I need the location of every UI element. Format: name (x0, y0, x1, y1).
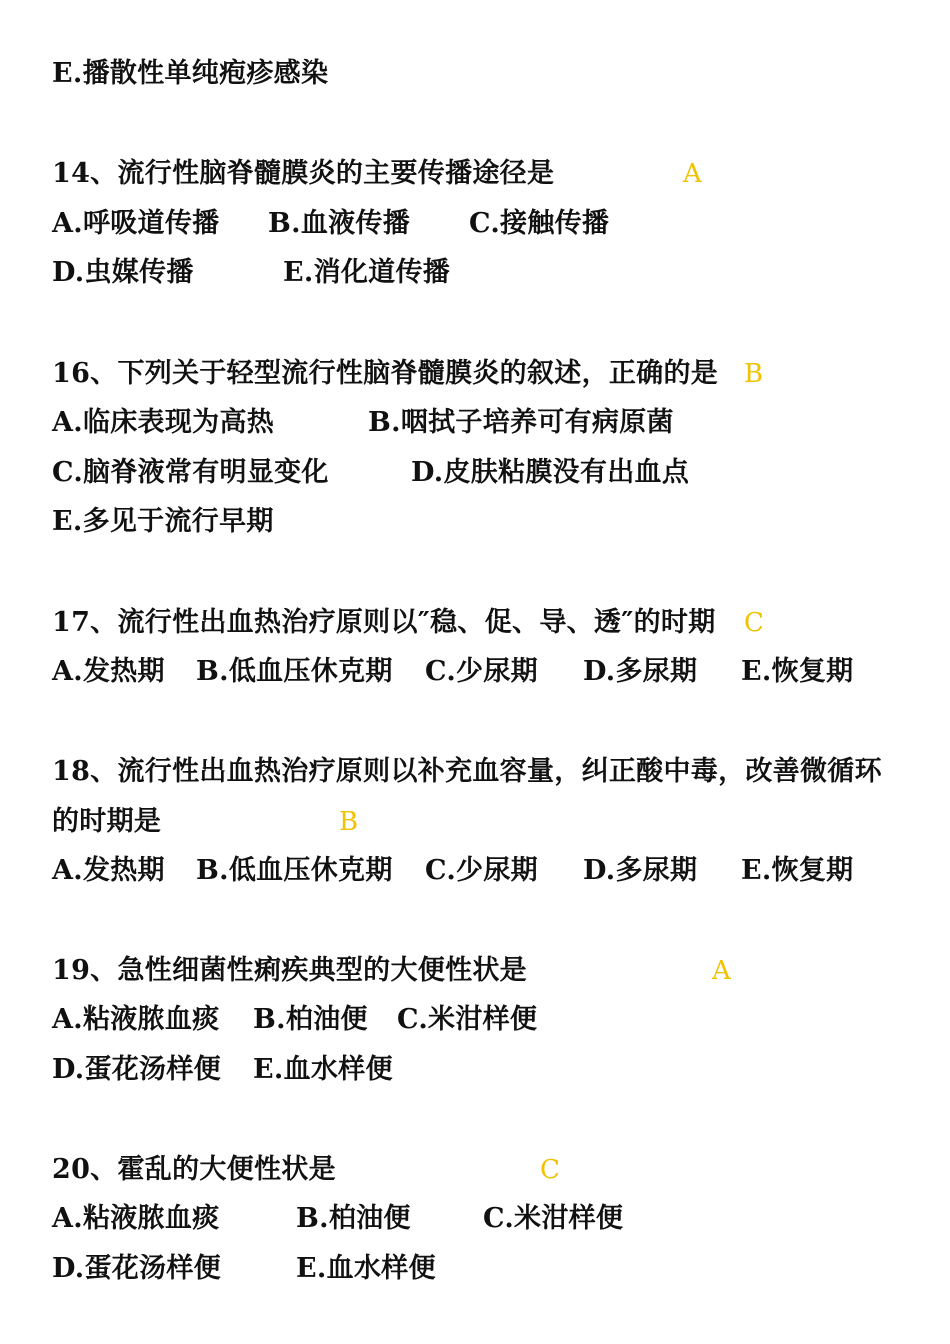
question-16-stem: 16、下列关于轻型流行性脑脊髓膜炎的叙述，正确的是 (52, 358, 719, 389)
q19-option-a: A.粘液脓血痰 (52, 1004, 220, 1035)
q17-option-a: A.发热期 (52, 656, 165, 687)
q19-option-b: B.柏油便 (253, 1004, 368, 1035)
q17-option-c: C.少尿期 (425, 656, 538, 687)
q18-option-d: D.多尿期 (583, 855, 698, 886)
question-18-stem-line2: 的时期是 (52, 806, 162, 837)
question-14-answer: A (683, 159, 702, 189)
q18-option-e: E.恢复期 (741, 855, 854, 886)
q18-option-b: B.低血压休克期 (196, 855, 393, 886)
q20-option-e: E.血水样便 (296, 1253, 436, 1284)
q19-option-c: C.米泔样便 (397, 1004, 538, 1035)
q20-option-b: B.柏油便 (296, 1203, 411, 1234)
question-20-answer: C (540, 1155, 560, 1185)
q16-option-d: D.皮肤粘膜没有出血点 (411, 457, 690, 488)
q17-option-d: D.多尿期 (583, 656, 698, 687)
q16-option-b: B.咽拭子培养可有病原菌 (368, 407, 674, 438)
question-14-stem: 14、流行性脑脊髓膜炎的主要传播途径是 (52, 158, 555, 189)
q18-option-c: C.少尿期 (425, 855, 538, 886)
q14-option-a: A.呼吸道传播 (52, 208, 220, 239)
question-20-stem: 20、霍乱的大便性状是 (52, 1154, 336, 1185)
q14-option-e: E.消化道传播 (283, 257, 451, 288)
q16-option-a: A.临床表现为高热 (52, 407, 275, 438)
question-18-stem-line1: 18、流行性出血热治疗原则以补充血容量，纠正酸中毒，改善微循环 (52, 756, 882, 787)
q20-option-c: C.米泔样便 (483, 1203, 624, 1234)
q19-option-e: E.血水样便 (253, 1054, 393, 1085)
q17-option-e: E.恢复期 (741, 656, 854, 687)
option-e-previous: E.播散性单纯疱疹感染 (52, 58, 329, 89)
q16-option-e: E.多见于流行早期 (52, 506, 274, 537)
question-17-stem: 17、流行性出血热治疗原则以″稳、促、导、透″的时期 (52, 607, 716, 638)
q19-option-d: D.蛋花汤样便 (52, 1054, 221, 1085)
q18-option-a: A.发热期 (52, 855, 165, 886)
question-19-stem: 19、急性细菌性痢疾典型的大便性状是 (52, 955, 527, 986)
q20-option-d: D.蛋花汤样便 (52, 1253, 221, 1284)
q14-option-b: B.血液传播 (268, 208, 411, 239)
q14-option-c: C.接触传播 (469, 208, 610, 239)
question-19-answer: A (712, 956, 731, 986)
question-18-answer: B (339, 807, 359, 837)
q16-option-c: C.脑脊液常有明显变化 (52, 457, 329, 488)
question-17-answer: C (744, 608, 764, 638)
q17-option-b: B.低血压休克期 (196, 656, 393, 687)
question-16-answer: B (744, 359, 764, 389)
q14-option-d: D.虫媒传播 (52, 257, 194, 288)
q20-option-a: A.粘液脓血痰 (52, 1203, 220, 1234)
